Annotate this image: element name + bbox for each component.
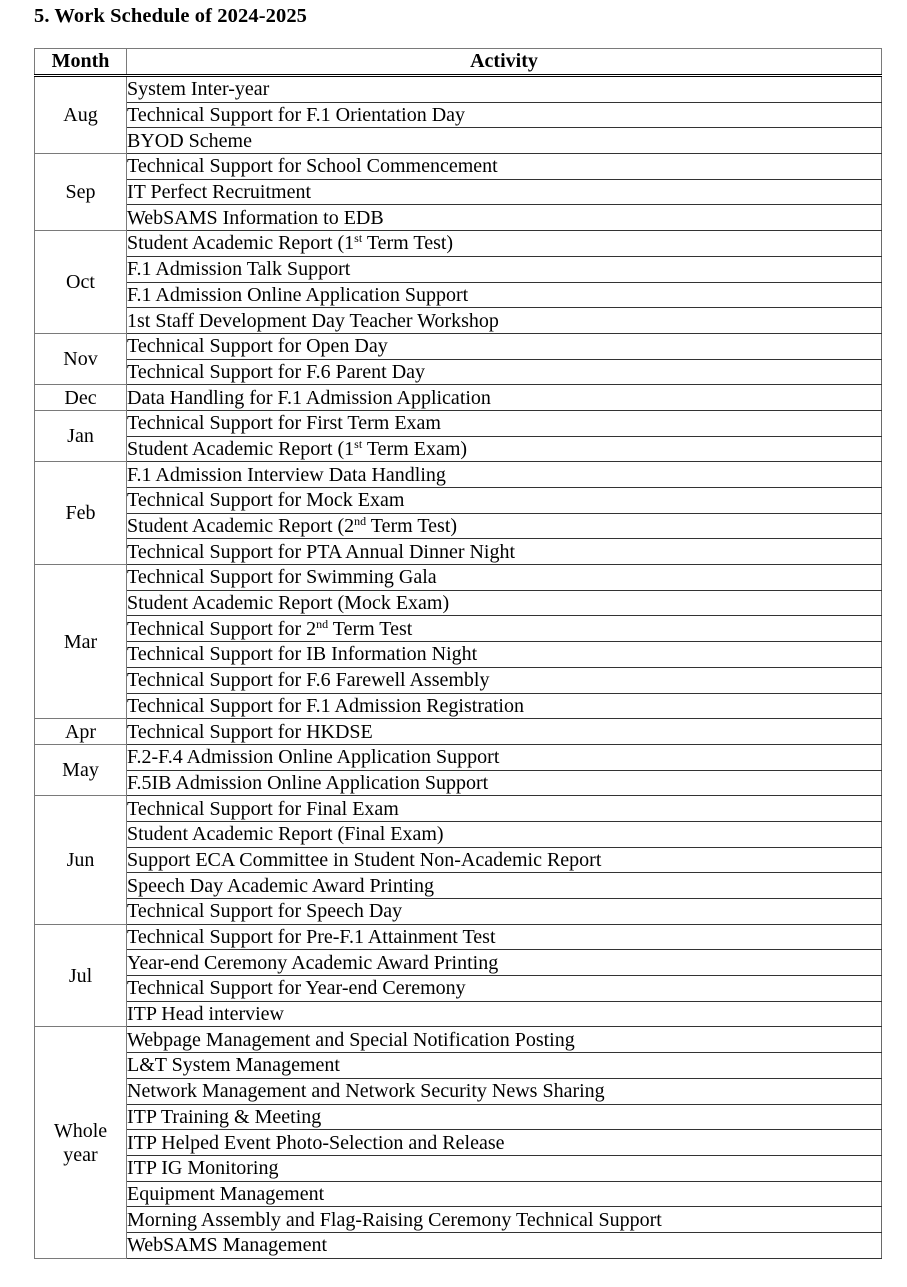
activity-cell [127, 436, 882, 462]
table-row [35, 1078, 882, 1104]
activity-cell [127, 462, 882, 488]
table-row [35, 847, 882, 873]
activity-text: ITP Helped Event Photo-Selection and Release [127, 1131, 505, 1154]
month-label-line: Whole [53, 1119, 108, 1142]
month-cell [35, 565, 127, 719]
table-row [35, 616, 882, 642]
activity-text: Technical Support for Swimming Gala [127, 566, 437, 589]
table-row [35, 1104, 882, 1130]
table-row [35, 436, 882, 462]
activity-cell [127, 667, 882, 693]
activity-cell [127, 1232, 882, 1258]
activity-cell [127, 1053, 882, 1079]
activity-text: Technical Support for IB Information Night [127, 643, 478, 666]
activity-text: F.1 Admission Online Application Support [127, 283, 469, 306]
month-label: Jan [67, 425, 94, 448]
table-row [35, 1155, 882, 1181]
month-cell [35, 154, 127, 231]
activity-cell [127, 359, 882, 385]
ordinal-superscript: nd [354, 514, 367, 529]
month-cell [35, 924, 127, 1027]
activity-cell [127, 642, 882, 668]
activity-text: Webpage Management and Special Notification Posting [127, 1028, 575, 1051]
activity-text: ITP Training & Meeting [127, 1105, 322, 1128]
activity-cell [127, 796, 882, 822]
section-title: 5. Work Schedule of 2024-2025 [34, 5, 308, 27]
activity-text: Equipment Management [127, 1182, 325, 1205]
activity-cell [127, 488, 882, 514]
table-row [35, 76, 882, 103]
activity-cell [127, 76, 882, 103]
activity-text-part: Technical Support for 2 [127, 617, 317, 640]
month-label: Sep [65, 181, 96, 204]
table-row [35, 488, 882, 514]
activity-cell [127, 205, 882, 231]
activity-text: Technical Support for Speech Day [127, 900, 403, 923]
activity-text: Speech Day Academic Award Printing [127, 874, 434, 897]
activity-cell [127, 539, 882, 565]
month-label: Aug [63, 104, 98, 127]
month-cell [35, 385, 127, 411]
table-row [35, 924, 882, 950]
table-row [35, 1130, 882, 1156]
activity-cell [127, 565, 882, 591]
activity-text: Technical Support for Year-end Ceremony [127, 977, 466, 1000]
table-row [35, 1181, 882, 1207]
activity-text: IT Perfect Recruitment [127, 181, 312, 204]
activity-cell [127, 616, 882, 642]
table-row [35, 102, 882, 128]
table-row [35, 385, 882, 411]
table-row [35, 359, 882, 385]
activity-cell [127, 719, 882, 745]
activity-text: F.1 Admission Interview Data Handling [127, 463, 446, 486]
table-row [35, 590, 882, 616]
activity-text: Support ECA Committee in Student Non-Academic Report [127, 848, 602, 871]
activity-text-part: Term Test [328, 617, 413, 640]
table-row [35, 821, 882, 847]
activity-cell [127, 1104, 882, 1130]
activity-cell [127, 821, 882, 847]
activity-text: Technical Support for F.1 Admission Registration [127, 694, 524, 717]
table-row [35, 231, 882, 257]
activity-cell [127, 1001, 882, 1027]
table-row [35, 873, 882, 899]
activity-text: ITP Head interview [127, 1003, 284, 1026]
activity-text: L&T System Management [127, 1054, 340, 1077]
month-cell [35, 719, 127, 745]
activity-text: Technical Support for First Term Exam [127, 412, 441, 435]
activity-cell [127, 847, 882, 873]
activity-text: Technical Support for Final Exam [127, 797, 399, 820]
activity-cell [127, 1130, 882, 1156]
activity-text-part: Student Academic Report (1 [127, 437, 355, 460]
table-row [35, 333, 882, 359]
table-row [35, 719, 882, 745]
activity-cell [127, 333, 882, 359]
activity-cell [127, 102, 882, 128]
table-row [35, 796, 882, 822]
work-schedule-table [34, 48, 882, 1259]
month-cell [35, 462, 127, 565]
activity-cell [127, 231, 882, 257]
activity-cell [127, 1078, 882, 1104]
table-row [35, 1027, 882, 1053]
table-row [35, 976, 882, 1002]
month-label: Nov [63, 348, 98, 371]
activity-cell [127, 154, 882, 180]
month-label: Jul [68, 964, 93, 987]
month-label: May [62, 759, 99, 782]
activity-cell [127, 976, 882, 1002]
activity-text: WebSAMS Management [127, 1234, 328, 1257]
activity-text-part: Student Academic Report (1 [127, 232, 355, 255]
table-row [35, 1053, 882, 1079]
activity-text-part: Term Exam) [362, 437, 468, 460]
table-row [35, 410, 882, 436]
activity-text: ITP IG Monitoring [127, 1157, 279, 1180]
activity-text: Technical Support for Mock Exam [127, 489, 405, 512]
table-row [35, 308, 882, 334]
activity-text-part: Term Test) [366, 515, 458, 538]
activity-cell [127, 410, 882, 436]
activity-cell [127, 385, 882, 411]
activity-text: Technical Support for F.6 Parent Day [127, 360, 426, 383]
activity-text: 1st Staff Development Day Teacher Workshop [127, 309, 499, 332]
activity-text: Technical Support for Pre-F.1 Attainment Test [127, 926, 496, 949]
activity-text: Student Academic Report (Final Exam) [127, 823, 444, 846]
activity-text: System Inter-year [127, 78, 270, 101]
month-cell [35, 333, 127, 384]
activity-cell [127, 873, 882, 899]
activity-text: Morning Assembly and Flag-Raising Ceremony Technical Support [127, 1208, 662, 1231]
activity-cell [127, 899, 882, 925]
activity-text: Technical Support for F.6 Farewell Assembly [127, 669, 490, 692]
activity-text-part: Student Academic Report (2 [127, 515, 355, 538]
activity-text: Student Academic Report (Mock Exam) [127, 592, 450, 615]
month-cell [35, 410, 127, 461]
ordinal-superscript: st [354, 231, 363, 246]
month-label: Jun [66, 848, 95, 871]
table-row [35, 539, 882, 565]
table-row [35, 950, 882, 976]
activity-cell [127, 744, 882, 770]
table-row [35, 513, 882, 539]
activity-cell [127, 950, 882, 976]
activity-text: Technical Support for HKDSE [127, 720, 373, 743]
activity-text: Technical Support for School Commencement [127, 155, 498, 178]
table-row [35, 256, 882, 282]
activity-text: Technical Support for F.1 Orientation Day [127, 104, 466, 127]
table-row [35, 1207, 882, 1233]
activity-text: F.1 Admission Talk Support [127, 258, 351, 281]
table-row [35, 154, 882, 180]
activity-cell [127, 256, 882, 282]
activity-cell [127, 924, 882, 950]
activity-text: Technical Support for PTA Annual Dinner Night [127, 540, 516, 563]
activity-cell [127, 308, 882, 334]
table-row [35, 693, 882, 719]
month-cell [35, 1027, 127, 1258]
month-cell [35, 231, 127, 334]
activity-cell [127, 1181, 882, 1207]
activity-cell [127, 513, 882, 539]
table-row [35, 462, 882, 488]
table-row [35, 1001, 882, 1027]
month-label: Oct [66, 271, 95, 293]
month-cell [35, 796, 127, 924]
activity-cell [127, 179, 882, 205]
ordinal-superscript: nd [316, 616, 329, 631]
table-row [35, 282, 882, 308]
header-month: Month [35, 49, 127, 76]
activity-cell [127, 693, 882, 719]
month-label: Dec [64, 386, 97, 409]
header-activity: Activity [127, 49, 882, 76]
table-row [35, 205, 882, 231]
activity-text: Network Management and Network Security News Sharing [127, 1080, 605, 1103]
activity-cell [127, 590, 882, 616]
schedule-body [35, 76, 882, 1259]
activity-text: Data Handling for F.1 Admission Application [127, 386, 491, 409]
activity-cell [127, 770, 882, 796]
table-row [35, 565, 882, 591]
month-cell [35, 76, 127, 154]
month-label: Feb [65, 502, 96, 525]
activity-text: WebSAMS Information to EDB [127, 206, 384, 229]
activity-cell [127, 1155, 882, 1181]
activity-text: Technical Support for Open Day [127, 335, 388, 358]
activity-text: BYOD Scheme [127, 129, 252, 152]
activity-cell [127, 128, 882, 154]
ordinal-superscript: st [354, 436, 363, 451]
table-row [35, 642, 882, 668]
month-label: Mar [63, 630, 98, 653]
month-label: Apr [64, 720, 97, 743]
table-row [35, 1232, 882, 1258]
table-row [35, 667, 882, 693]
table-row [35, 179, 882, 205]
table-row [35, 899, 882, 925]
activity-cell [127, 1027, 882, 1053]
activity-cell [127, 1207, 882, 1233]
table-row [35, 128, 882, 154]
table-row [35, 770, 882, 796]
activity-cell [127, 282, 882, 308]
activity-text: F.5IB Admission Online Application Support [127, 771, 489, 794]
table-row [35, 744, 882, 770]
activity-text: F.2-F.4 Admission Online Application Support [127, 746, 500, 769]
header-row [35, 49, 882, 76]
activity-text: Year-end Ceremony Academic Award Printing [127, 951, 499, 974]
activity-text-part: Term Test) [362, 232, 454, 255]
month-cell [35, 744, 127, 795]
month-label-line: year [63, 1143, 98, 1166]
